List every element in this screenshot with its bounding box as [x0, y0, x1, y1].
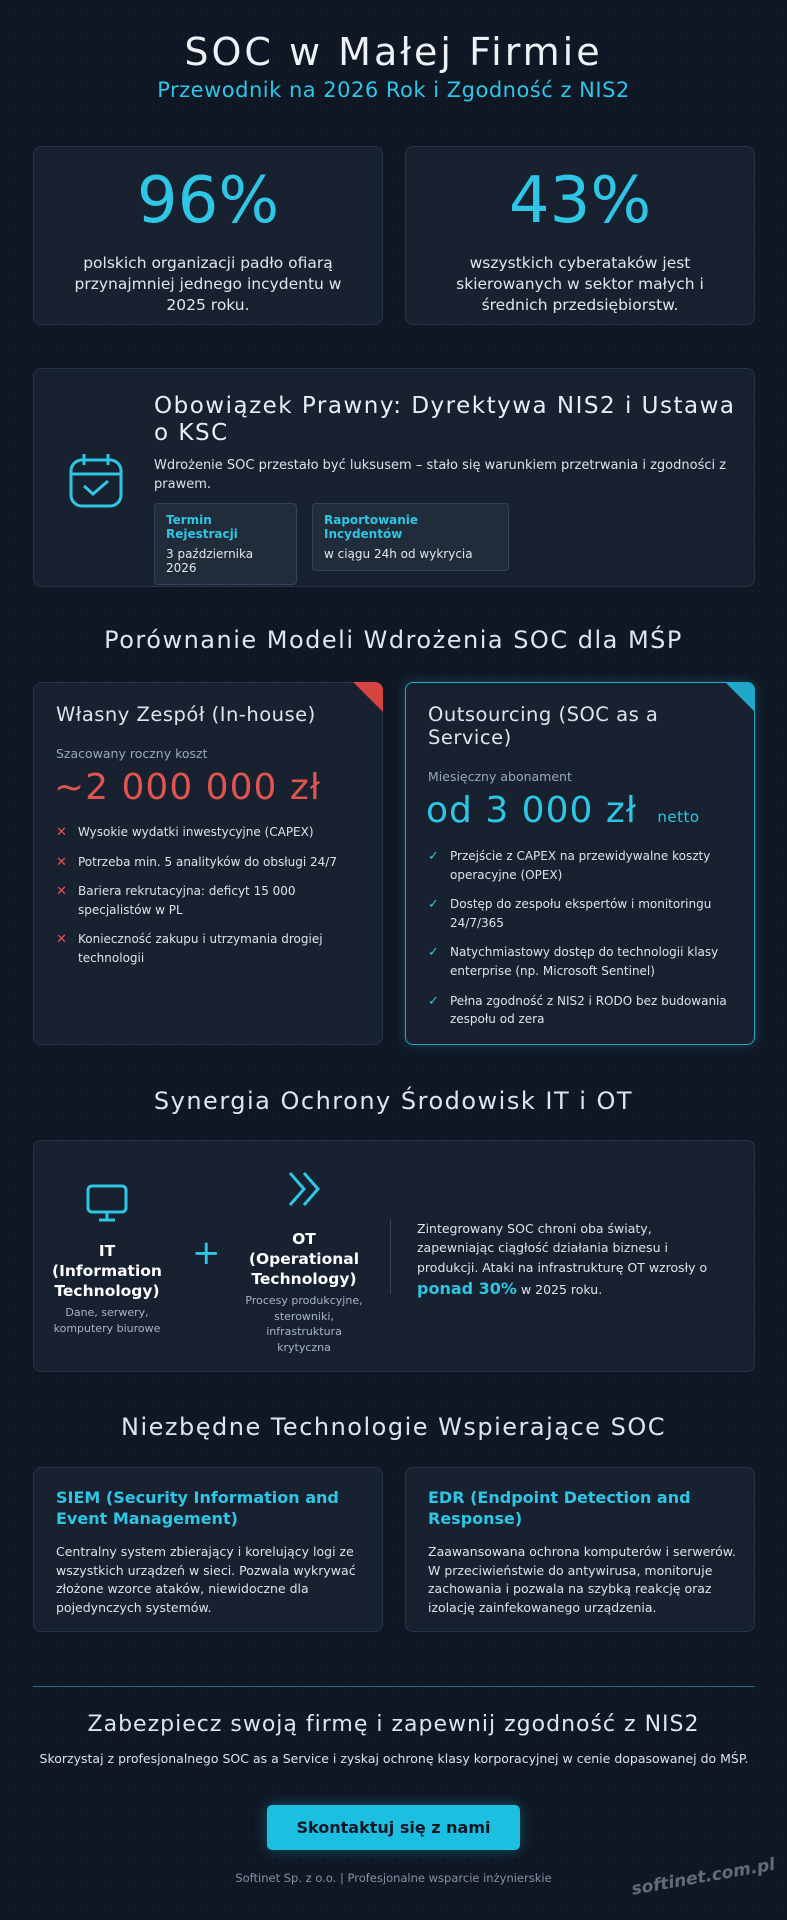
check-icon: ✓ — [428, 849, 439, 864]
synergy-text: Zintegrowany SOC chroni oba światy, zapewniając ciągłość działania biznesu i produkcji. Ataki na infrastrukturę OT wzrosły o ponad 30% w 2025 roku. — [417, 1221, 708, 1299]
check-icon: ✓ — [428, 897, 439, 913]
page-header — [0, 0, 787, 102]
calendar-check-icon — [66, 451, 126, 515]
inhouse-title: Własny Zespół (In-house) — [56, 703, 316, 726]
inhouse-card — [33, 682, 383, 1045]
ot-block — [239, 1167, 369, 1355]
price-label: Szacowany roczny koszt — [56, 746, 208, 761]
edr-description: Zaawansowana ochrona komputerów i serwerów. W przeciwieństwie do antywirusa, monitoruje zachowania i pozwala na szybką reakcję oraz izolację zainfekowanego urządzenia. — [428, 1544, 736, 1615]
legal-title: Obowiązek Prawny: Dyrektywa NIS2 i Ustawa o KSC — [154, 393, 736, 447]
x-icon: ✕ — [56, 825, 67, 840]
edr-title: EDR (Endpoint Detection and Response) — [428, 1488, 691, 1528]
list-item: ✕ Konieczność zakupu i utrzymania drogiej technologii — [56, 932, 323, 965]
corner-accent — [353, 682, 383, 712]
x-icon: ✕ — [56, 884, 67, 900]
it-block — [42, 1181, 172, 1336]
comparison-heading: Porównanie Modeli Wdrożenia SOC dla MŚP — [104, 626, 683, 654]
x-icon: ✕ — [56, 854, 67, 870]
list-item: ✕ Bariera rekrutacyjna: deficyt 15 000 specjalistów w PL — [56, 884, 296, 917]
stat-card-incidents — [33, 146, 383, 325]
incident-reporting-badge — [312, 503, 509, 571]
corner-accent — [725, 682, 755, 712]
list-item: ✓ Przejście z CAPEX na przewidywalne koszty operacyjne (OPEX) — [428, 849, 711, 882]
list-item: ✓ Pełna zgodność z NIS2 i RODO bez budowania zespołu od zera — [428, 993, 727, 1027]
price-suffix: netto — [657, 808, 700, 826]
edr-card — [405, 1467, 755, 1632]
legal-description: Wdrożenie SOC przestało być luksusem – stało się warunkiem przetrwania i zgodności z prawem. — [154, 458, 727, 492]
stat-text: polskich organizacji padło ofiarą przynajmniej jednego incydentu w 2025 roku. — [74, 254, 342, 314]
inhouse-cons-list — [56, 823, 361, 979]
outsourcing-pros-list — [428, 847, 738, 1040]
page-title: SOC w Małej Firmie — [184, 30, 603, 74]
watermark: softinet.com.pl — [630, 1854, 777, 1900]
pill-title: Raportowanie Incydentów — [324, 513, 419, 541]
pill-title: Termin Rejestracji — [166, 513, 238, 541]
x-icon: ✕ — [56, 932, 67, 948]
synergy-card — [33, 1140, 755, 1372]
legal-card — [33, 368, 755, 587]
inhouse-price: ~2 000 000 zł — [54, 767, 321, 808]
double-chevron-icon — [282, 1167, 326, 1215]
registration-deadline-badge — [154, 503, 297, 585]
list-item: ✓ Natychmiastowy dostęp do technologii klasy enterprise (np. Microsoft Sentinel) — [428, 945, 719, 978]
list-item: ✓ Dostęp do zespołu ekspertów i monitoringu 24/7/365 — [428, 897, 712, 930]
vertical-divider — [390, 1219, 391, 1294]
contact-button[interactable]: Skontaktuj się z nami — [267, 1805, 520, 1850]
synergy-heading: Synergia Ochrony Środowisk IT i OT — [153, 1087, 634, 1115]
monitor-icon — [85, 1181, 129, 1229]
siem-title: SIEM (Security Information and Event Management) — [56, 1488, 339, 1528]
footer-text: Softinet Sp. z o.o. | Profesjonalne wsparcie inżynierskie — [235, 1871, 552, 1885]
it-description: Dane, serwery, komputery biurowe — [53, 1306, 161, 1335]
outsourcing-title: Outsourcing (SOC as a Service) — [428, 703, 659, 750]
it-name: IT (Information Technology) — [52, 1242, 162, 1301]
plus-sign: + — [192, 1233, 221, 1273]
cta-text: Skorzystaj z profesjonalnego SOC as a Service i zyskaj ochronę klasy korporacyjnej w cenie dopasowanej do MŚP. — [39, 1751, 749, 1766]
check-icon: ✓ — [428, 945, 439, 961]
list-item: ✕ Wysokie wydatki inwestycyjne (CAPEX) — [56, 823, 361, 842]
price-label: Miesięczny abonament — [428, 769, 572, 784]
siem-card — [33, 1467, 383, 1632]
list-item: ✕ Potrzeba min. 5 analityków do obsługi 24/7 — [56, 853, 361, 872]
pill-value: w ciągu 24h od wykrycia — [324, 547, 473, 561]
ot-name: OT (Operational Technology) — [248, 1230, 360, 1289]
stat-value: 43% — [508, 164, 652, 238]
outsourcing-price: od 3 000 zł netto — [426, 790, 700, 831]
siem-description: Centralny system zbierający i korelujący logi ze wszystkich urządzeń w sieci. Pozwala wykrywać złożone wzorce ataków, niewidoczne dla pojedynczych systemów. — [56, 1544, 356, 1615]
stat-text: wszystkich cyberataków jest skierowanych w sektor małych i średnich przedsiębiorstw. — [456, 254, 704, 314]
stat-card-sme — [405, 146, 755, 325]
cta-heading: Zabezpiecz swoją firmę i zapewnij zgodność z NIS2 — [87, 1712, 700, 1737]
stat-value: 96% — [136, 164, 280, 238]
tech-heading: Niezbędne Technologie Wspierające SOC — [121, 1413, 666, 1441]
highlight-stat: ponad 30% — [417, 1279, 517, 1299]
check-icon: ✓ — [428, 993, 439, 1009]
outsourcing-card — [405, 682, 755, 1045]
cta-divider — [33, 1686, 755, 1687]
pill-value: 3 października 2026 — [166, 547, 254, 575]
ot-description: Procesy produkcyjne, sterowniki, infrastruktura krytyczna — [245, 1294, 363, 1354]
page-subtitle: Przewodnik na 2026 Rok i Zgodność z NIS2 — [157, 78, 630, 102]
